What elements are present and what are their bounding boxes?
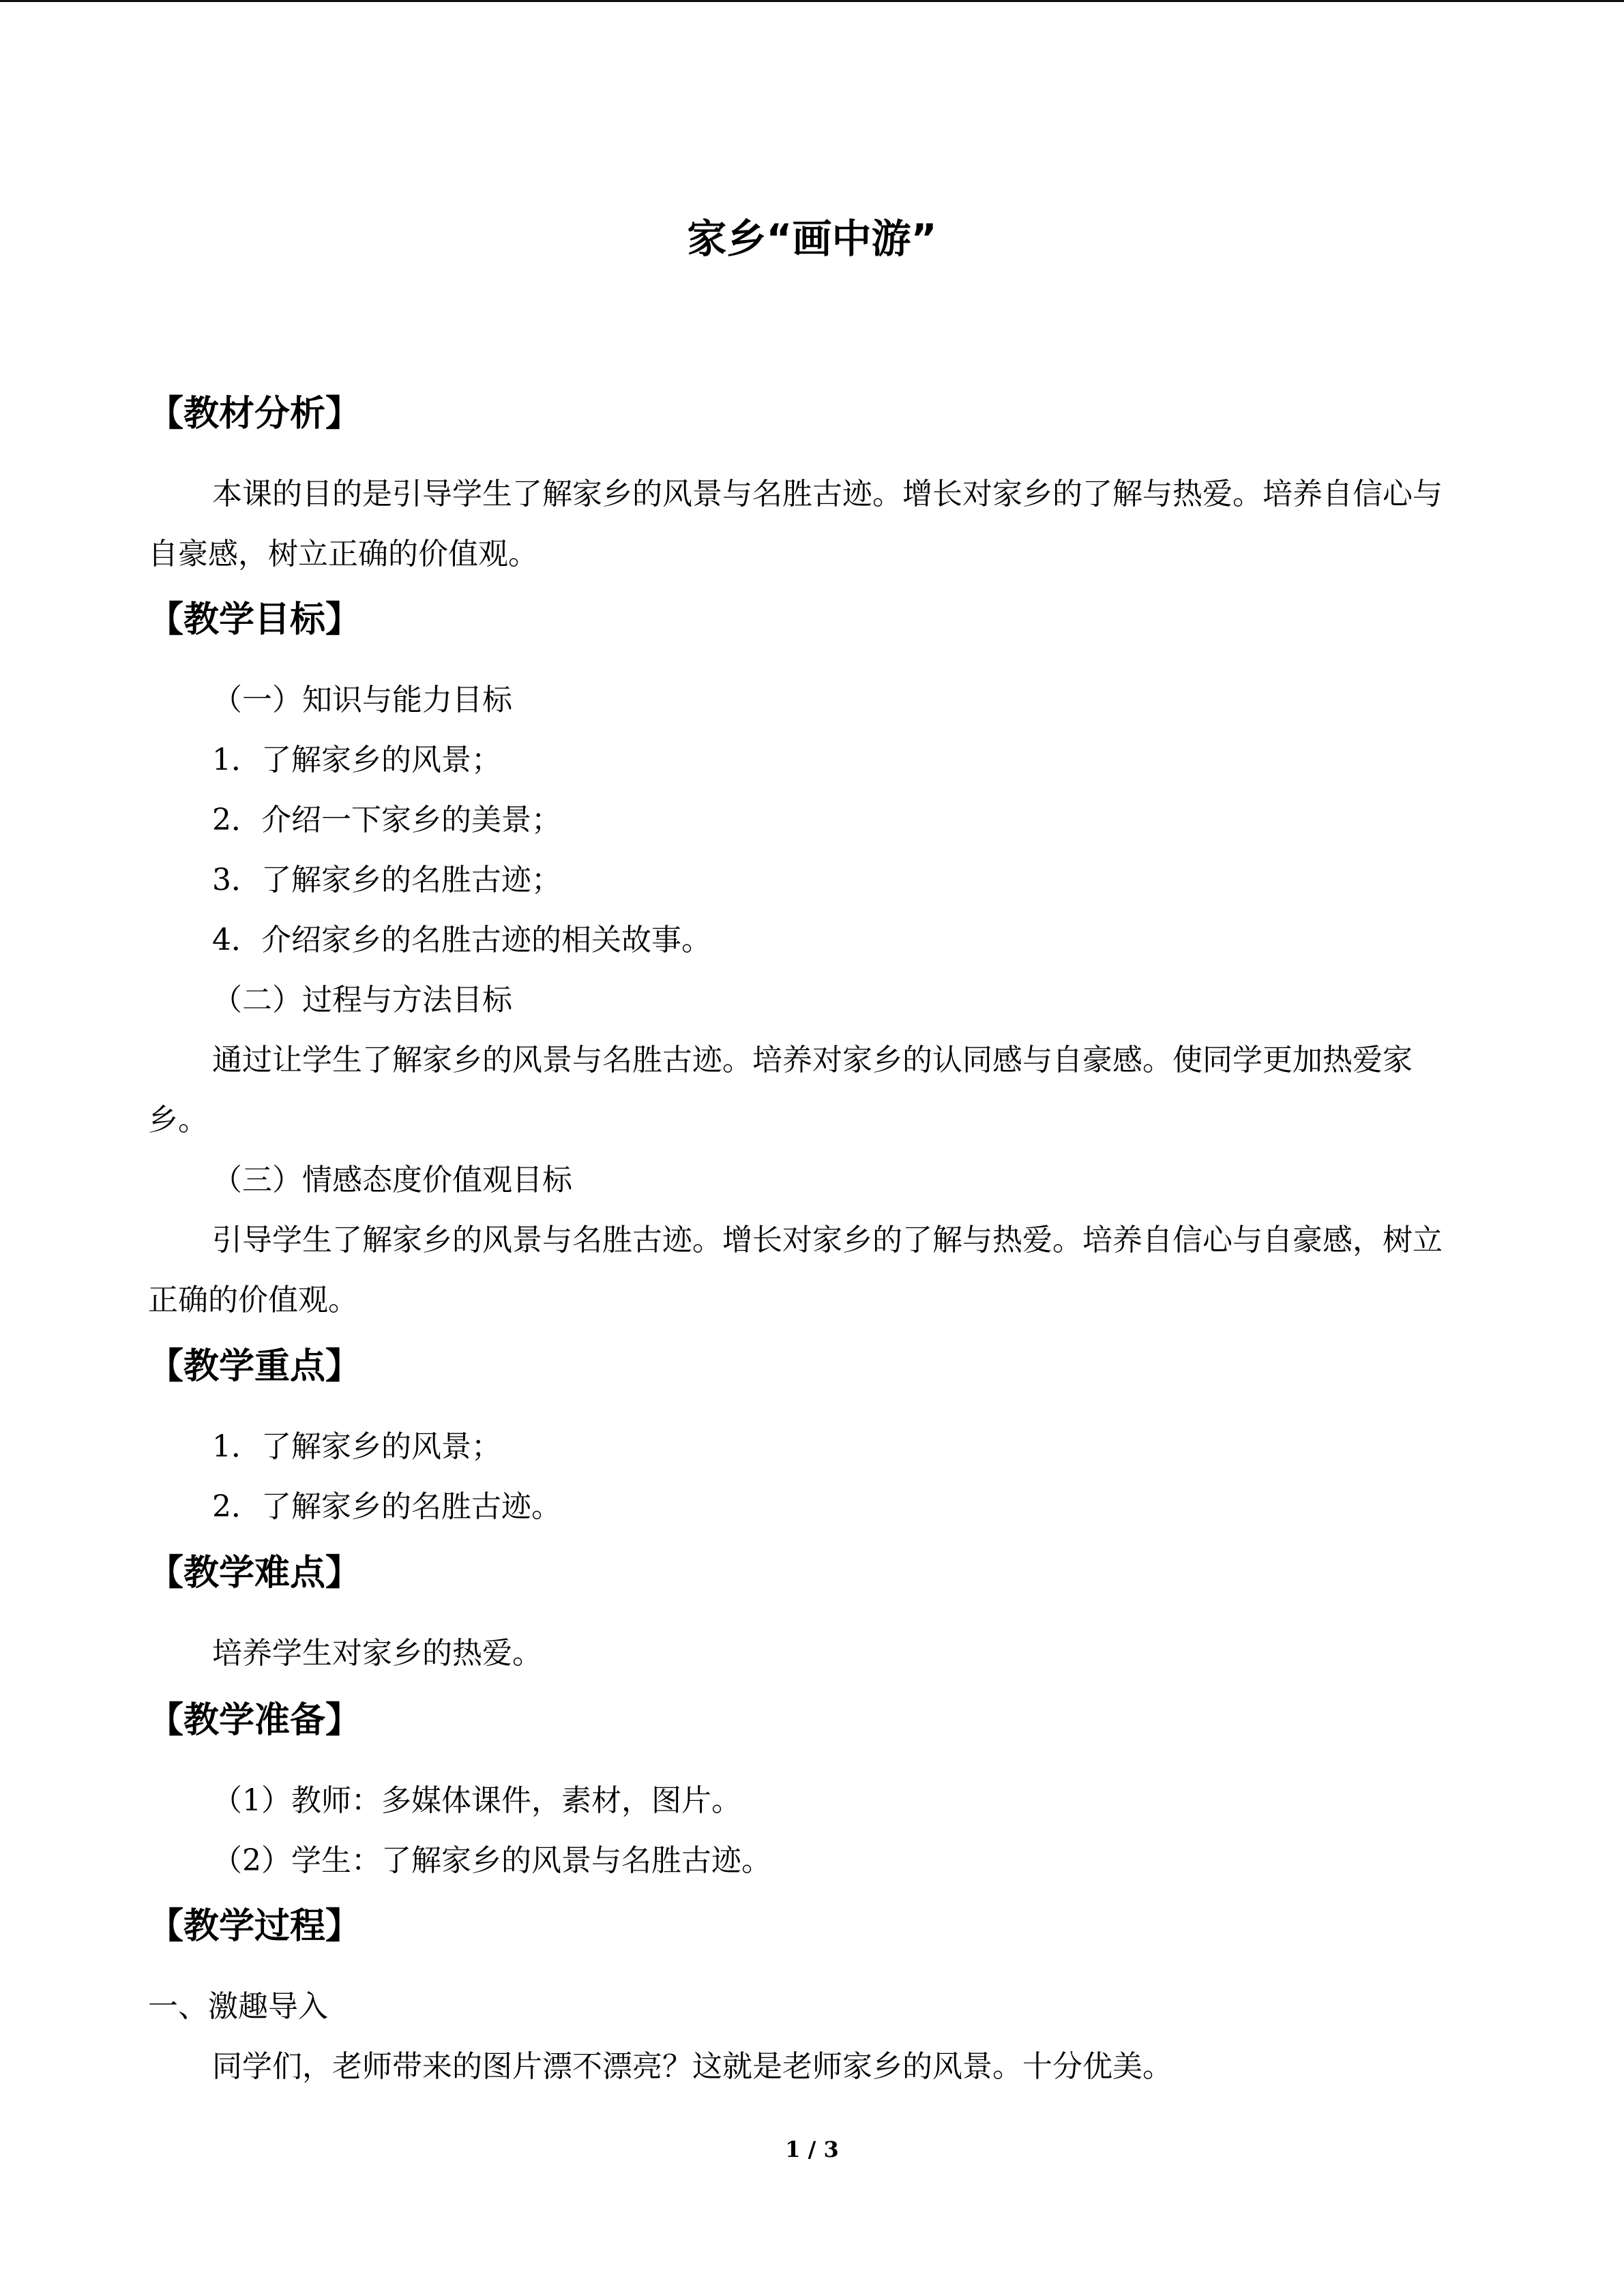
heading-material-analysis: 【教材分析】: [148, 393, 361, 434]
process-step-1-body: 同学们，老师带来的图片漂不漂亮？这就是老师家乡的风景。十分优美。: [212, 2049, 1172, 2084]
heading-key-points: 【教学重点】: [148, 1346, 361, 1387]
goals-item-3: 3．了解家乡的名胜古迹；: [212, 863, 561, 897]
goals-values-body: 引导学生了解家乡的风景与名胜古迹。增长对家乡的了解与热爱。培养自信心与自豪感，树立正确的价值观。: [148, 1223, 1443, 1317]
heading-preparation: 【教学准备】: [148, 1700, 361, 1741]
document-title: 家乡“画中游”: [687, 215, 937, 262]
goals-sub-values: （三）情感态度价值观目标: [212, 1163, 572, 1197]
goals-item-2: 2．介绍一下家乡的美景；: [212, 803, 561, 837]
heading-teaching-goals: 【教学目标】: [148, 599, 361, 640]
process-step-1: 一、激趣导入: [148, 1989, 328, 2024]
page-number: 1 / 3: [785, 2136, 839, 2162]
heading-difficulties: 【教学难点】: [148, 1553, 361, 1594]
difficulties-body: 培养学生对家乡的热爱。: [212, 1636, 542, 1671]
key-point-2: 2．了解家乡的名胜古迹。: [212, 1489, 561, 1524]
heading-process: 【教学过程】: [148, 1906, 361, 1947]
goals-process-body: 通过让学生了解家乡的风景与名胜古迹。培养对家乡的认同感与自豪感。使同学更加热爱家乡。: [148, 1043, 1413, 1137]
goals-sub-process: （二）过程与方法目标: [212, 983, 512, 1017]
goals-item-4: 4．介绍家乡的名胜古迹的相关故事。: [212, 923, 711, 957]
preparation-teacher: （1）教师：多媒体课件，素材，图片。: [212, 1783, 741, 1818]
preparation-student: （2）学生：了解家乡的风景与名胜古迹。: [212, 1843, 771, 1878]
material-analysis-body: 本课的目的是引导学生了解家乡的风景与名胜古迹。增长对家乡的了解与热爱。培养自信心与自豪感，树立正确的价值观。: [148, 477, 1443, 571]
goals-item-1: 1．了解家乡的风景；: [212, 743, 501, 777]
key-point-1: 1．了解家乡的风景；: [212, 1429, 501, 1464]
goals-sub-knowledge: （一）知识与能力目标: [212, 683, 512, 717]
